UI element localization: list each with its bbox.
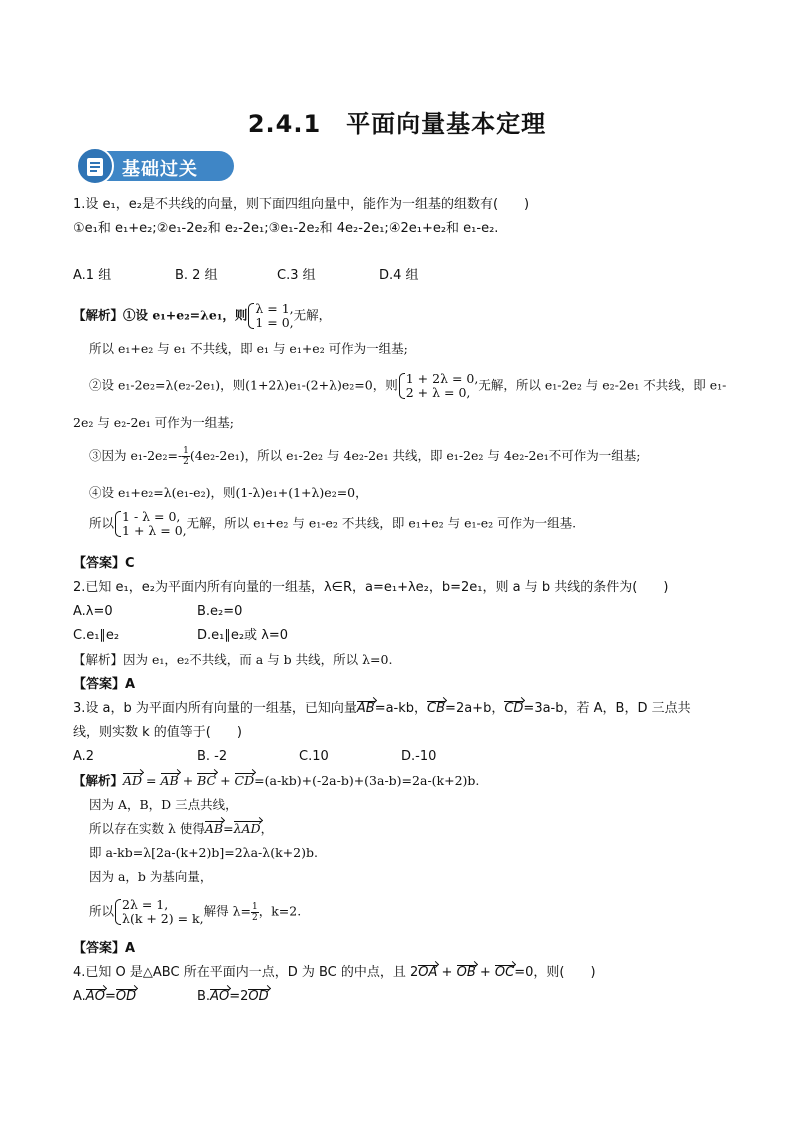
vector-bc: BC <box>197 773 217 788</box>
system-row: 1 = 0, <box>255 315 294 330</box>
q3-sol1-label: 【解析】 <box>73 773 124 788</box>
q3-sol1-tail: =(a-kb)+(-2a-b)+(3a-b)=2a-(k+2)b. <box>254 773 480 788</box>
q1-sol5-text: ③因为 e₁-2e₂=- <box>89 448 183 463</box>
q1-equation-system-2 <box>398 372 479 400</box>
q3-sol6-text: 解得 λ= <box>203 903 251 919</box>
fraction <box>251 902 259 923</box>
q4-option-a <box>73 988 197 1006</box>
vector-cd: CD <box>504 701 524 716</box>
q4-stem-tail: =0，则( ) <box>514 965 596 980</box>
q2-stem: 2.已知 e₁，e₂为平面内所有向量的一组基，λ∈R，a=e₁+λe₂，b=2e₁，则 a 与 b 共线的条件为( ) <box>73 580 669 595</box>
q3-solution-line-6 <box>89 898 301 926</box>
q2-options-row-1 <box>73 603 242 621</box>
q1-option-a: A.1 组 <box>73 268 112 283</box>
q4-stem: 4.已知 O 是△ABC 所在平面内一点，D 为 BC 的中点，且 2OA + OB + OC=0，则( ) <box>73 965 596 980</box>
q1-sol1-text: 【解析】①设 e₁+e₂=λe₁，则 <box>73 307 248 323</box>
vector-lambda-ad: λAD <box>233 821 261 836</box>
option-prefix: B. <box>197 989 211 1004</box>
system-row: λ = 1, <box>255 301 294 316</box>
q3-sol6-tail: ，k=2. <box>258 903 302 919</box>
q3-stem <box>73 700 691 718</box>
q1-option-d: D.4 组 <box>379 268 419 283</box>
q3-solution-line-4: 即 a-kb=λ[2a-(k+2)b]=2λa-λ(k+2)b. <box>89 845 318 860</box>
q2-solution: 【解析】因为 e₁，e₂不共线，而 a 与 b 共线，所以 λ=0. <box>73 652 393 667</box>
vector-oa: OA <box>418 965 438 980</box>
vector-cd: CD <box>234 773 255 788</box>
vector-od: OD <box>115 989 137 1004</box>
q3-stem-text: 3.设 a，b 为平面内所有向量的一组基，已知向量 <box>73 701 357 716</box>
q3-sol3-text: 所以存在实数 λ 使得 <box>89 821 205 836</box>
q1-stem: 1.设 e₁，e₂是不共线的向量，则下面四组向量中，能作为一组基的组数有( ) <box>73 197 530 212</box>
q3-option-a: A.2 <box>73 749 95 764</box>
system-row: λ(k + 2) = k, <box>122 911 204 926</box>
q1-sol7-tail: 无解，所以 e₁+e₂ 与 e₁-e₂ 不共线，即 e₁+e₂ 与 e₁-e₂ 可作为一组基. <box>186 515 577 531</box>
q4-option-b <box>197 988 269 1006</box>
q3-stem-text: =3a-b，若 A，B，D 三点共 <box>523 701 691 716</box>
q1-sol7-text: 所以 <box>89 515 115 531</box>
system-row: 2λ = 1, <box>122 897 169 912</box>
fraction-numerator: 1 <box>251 901 258 912</box>
q3-stem-text: =2a+b， <box>445 701 505 716</box>
fraction <box>182 446 190 467</box>
vector-ao: AO <box>210 989 230 1004</box>
q2-option-d: D.e₁∥e₂或 λ=0 <box>197 628 289 643</box>
q3-stem-text: =a-kb， <box>374 701 428 716</box>
vector-ob: OB <box>456 965 476 980</box>
q1-solution-line-1 <box>73 302 331 330</box>
q1-answer: 【答案】C <box>73 556 135 571</box>
q3-solution-line-1: 【解析】AD = AB + BC + CD=(a-kb)+(-2a-b)+(3a-b)=2a-(k+2)b. <box>73 773 480 788</box>
vector-oc: OC <box>494 965 515 980</box>
vector-od: OD <box>248 989 269 1004</box>
q1-option-c: C.3 组 <box>277 268 316 283</box>
q1-sol3-tail: 无解，所以 e₁-2e₂ 与 e₂-2e₁ 不共线，即 e₁- <box>478 377 727 393</box>
q1-solution-line-7 <box>89 510 576 538</box>
q3-stem-continued: 线，则实数 k 的值等于( ) <box>73 725 242 740</box>
q2-options-row-2 <box>73 627 288 645</box>
q3-option-d: D.-10 <box>401 749 437 764</box>
q3-options <box>73 748 436 766</box>
option-relation: = <box>104 989 116 1004</box>
q2-option-b: B.e₂=0 <box>197 604 243 619</box>
q1-equation-system-1 <box>247 302 293 330</box>
fraction-denominator: 2 <box>251 912 258 923</box>
vector-ab: AB <box>356 701 375 716</box>
vector-ab: AB <box>160 773 179 788</box>
fraction-numerator: 1 <box>183 446 189 456</box>
q3-solution-line-2: 因为 A，B，D 三点共线， <box>89 797 238 812</box>
vector-ao: AO <box>85 989 105 1004</box>
q1-sol1-tail: 无解， <box>293 307 332 323</box>
fraction-denominator: 2 <box>183 457 189 467</box>
option-relation: =2 <box>229 989 249 1004</box>
q1-solution-line-3 <box>89 372 726 400</box>
vector-cb: CB <box>427 701 446 716</box>
q3-option-c: C.10 <box>299 749 329 764</box>
system-row: 1 - λ = 0, <box>122 509 181 524</box>
q2-answer: 【答案】A <box>73 677 136 692</box>
banner-label: 基础过关 <box>122 159 198 180</box>
q2-option-a: A.λ=0 <box>73 604 113 619</box>
q3-solution-line-5: 因为 a，b 为基向量， <box>89 869 213 884</box>
q1-solution-line-5 <box>89 446 641 467</box>
system-row: 2 + λ = 0, <box>405 385 471 400</box>
q2-option-c: C.e₁∥e₂ <box>73 628 120 643</box>
q1-solution-line-6: ④设 e₁+e₂=λ(e₁-e₂)，则(1-λ)e₁+(1+λ)e₂=0， <box>89 485 368 500</box>
q1-solution-line-2: 所以 e₁+e₂ 与 e₁ 不共线，即 e₁ 与 e₁+e₂ 可作为一组基; <box>89 341 408 356</box>
vector-ab: AB <box>204 821 224 836</box>
document-icon <box>76 147 114 185</box>
system-row: 1 + 2λ = 0, <box>405 371 479 386</box>
q1-sol3-text: ②设 e₁-2e₂=λ(e₂-2e₁)，则(1+2λ)e₁-(2+λ)e₂=0，则 <box>89 377 398 393</box>
page-title: 2.4.1 平面向量基本定理 <box>247 110 547 138</box>
q1-sol5-tail: (4e₂-2e₁)，所以 e₁-2e₂ 与 4e₂-2e₁ 共线，即 e₁-2e₂ 与 4e₂-2e₁不可作为一组基; <box>189 448 641 463</box>
q3-answer: 【答案】A <box>73 941 136 956</box>
q4-stem-text: 4.已知 O 是△ABC 所在平面内一点，D 为 BC 的中点，且 2 <box>73 965 419 980</box>
q1-option-b: B. 2 组 <box>175 268 218 283</box>
q3-equation-system <box>114 898 204 926</box>
vector-ad: AD <box>123 773 143 788</box>
q3-sol6-text: 所以 <box>89 903 115 919</box>
system-row: 1 + λ = 0, <box>122 523 187 538</box>
q4-options <box>73 988 269 1006</box>
q1-solution-line-4: 2e₂ 与 e₂-2e₁ 可作为一组基; <box>73 415 234 430</box>
q1-options <box>73 267 493 285</box>
q1-equation-system-3 <box>114 510 187 538</box>
option-prefix: A. <box>73 989 86 1004</box>
q3-solution-line-3: 所以存在实数 λ 使得AB=λAD， <box>89 821 274 836</box>
section-banner <box>76 147 234 185</box>
q1-pairs: ①e₁和 e₁+e₂;②e₁-2e₂和 e₂-2e₁;③e₁-2e₂和 4e₂-2e₁;④2e₁+e₂和 e₁-e₂. <box>73 221 499 236</box>
q3-option-b: B. -2 <box>197 749 228 764</box>
